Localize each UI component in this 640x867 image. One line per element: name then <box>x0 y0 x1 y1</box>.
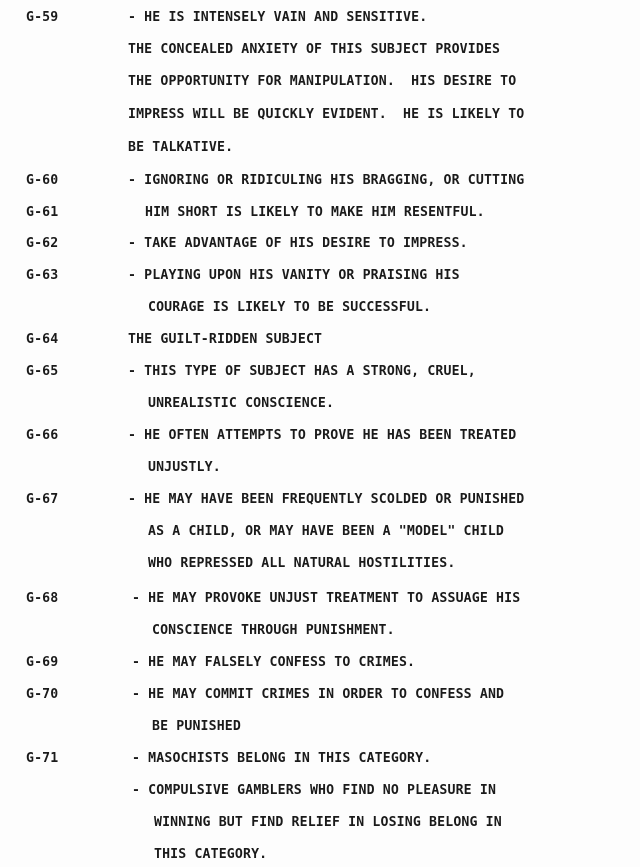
text-line: - HE OFTEN ATTEMPTS TO PROVE HE HAS BEEN TREATED <box>128 428 517 443</box>
paragraph-number: G-67 <box>26 492 59 507</box>
paragraph-number: G-65 <box>26 364 59 379</box>
text-line: - TAKE ADVANTAGE OF HIS DESIRE TO IMPRESS. <box>128 236 468 251</box>
text-line: CONSCIENCE THROUGH PUNISHMENT. <box>152 623 395 638</box>
text-line: BE PUNISHED <box>152 719 241 734</box>
paragraph-number: G-69 <box>26 655 59 670</box>
paragraph-number: G-63 <box>26 268 59 283</box>
text-line: - HE IS INTENSELY VAIN AND SENSITIVE. <box>128 10 428 25</box>
text-line: - HE MAY FALSELY CONFESS TO CRIMES. <box>132 655 416 670</box>
text-line: UNREALISTIC CONSCIENCE. <box>148 396 335 411</box>
text-line: THE OPPORTUNITY FOR MANIPULATION. HIS DESIRE TO <box>128 74 517 89</box>
paragraph-number: G-62 <box>26 236 59 251</box>
text-line: THE CONCEALED ANXIETY OF THIS SUBJECT PROVIDES <box>128 42 501 57</box>
text-line: - PLAYING UPON HIS VANITY OR PRAISING HIS <box>128 268 460 283</box>
paragraph-number: G-61 <box>26 205 59 220</box>
paragraph-number: G-71 <box>26 751 59 766</box>
text-line: - HE MAY PROVOKE UNJUST TREATMENT TO ASSUAGE HIS <box>132 591 521 606</box>
text-line: WINNING BUT FIND RELIEF IN LOSING BELONG IN <box>154 815 502 830</box>
text-line: - THIS TYPE OF SUBJECT HAS A STRONG, CRUEL, <box>128 364 476 379</box>
paragraph-number: G-60 <box>26 173 59 188</box>
text-line: - IGNORING OR RIDICULING HIS BRAGGING, OR CUTTING <box>128 173 525 188</box>
text-line: THIS CATEGORY. <box>154 847 268 862</box>
paragraph-number: G-70 <box>26 687 59 702</box>
paragraph-number: G-66 <box>26 428 59 443</box>
text-line: - HE MAY HAVE BEEN FREQUENTLY SCOLDED OR PUNISHED <box>128 492 525 507</box>
text-line: BE TALKATIVE. <box>128 140 234 155</box>
text-line: WHO REPRESSED ALL NATURAL HOSTILITIES. <box>148 556 456 571</box>
text-line: - MASOCHISTS BELONG IN THIS CATEGORY. <box>132 751 432 766</box>
section-heading: THE GUILT-RIDDEN SUBJECT <box>128 332 323 347</box>
text-line: COURAGE IS LIKELY TO BE SUCCESSFUL. <box>148 300 432 315</box>
text-line: HIM SHORT IS LIKELY TO MAKE HIM RESENTFUL. <box>145 205 485 220</box>
paragraph-number: G-64 <box>26 332 59 347</box>
text-line: IMPRESS WILL BE QUICKLY EVIDENT. HE IS LIKELY TO <box>128 107 525 122</box>
text-line: UNJUSTLY. <box>148 460 221 475</box>
text-line: - COMPULSIVE GAMBLERS WHO FIND NO PLEASURE IN <box>132 783 497 798</box>
paragraph-number: G-68 <box>26 591 59 606</box>
text-line: AS A CHILD, OR MAY HAVE BEEN A "MODEL" CHILD <box>148 524 504 539</box>
text-line: - HE MAY COMMIT CRIMES IN ORDER TO CONFESS AND <box>132 687 505 702</box>
paragraph-number: G-59 <box>26 10 59 25</box>
